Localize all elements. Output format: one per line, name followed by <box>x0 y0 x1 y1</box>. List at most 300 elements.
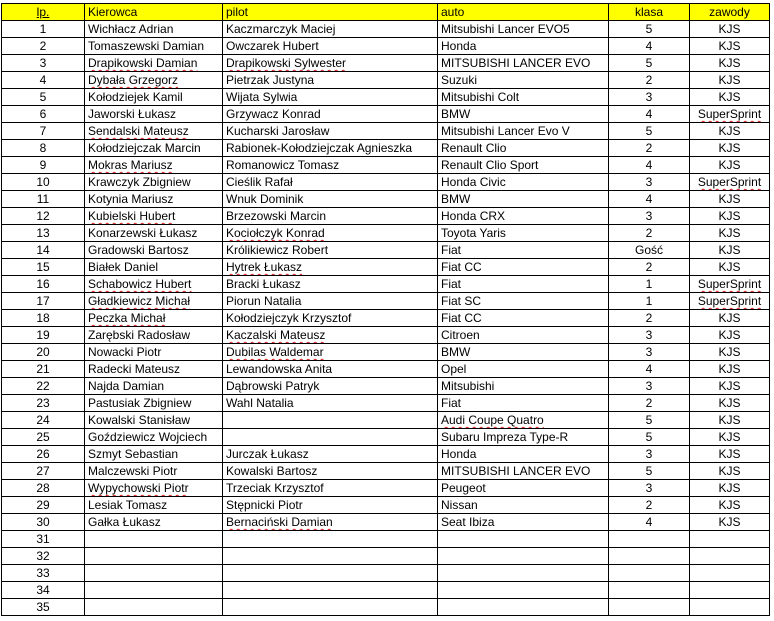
cell-lp-text: 30 <box>36 515 50 529</box>
cell-klasa[interactable] <box>609 310 690 327</box>
cell-lp-text: 28 <box>36 481 50 495</box>
cell-pilot[interactable] <box>223 191 438 208</box>
cell-zawody[interactable] <box>690 38 770 55</box>
cell-kierowca[interactable] <box>85 157 223 174</box>
cell-lp[interactable] <box>2 140 85 157</box>
table-row <box>2 310 770 327</box>
cell-klasa[interactable] <box>609 21 690 38</box>
cell-zawody-text: KJS <box>718 311 741 325</box>
cell-auto-text: BMW <box>441 345 471 359</box>
cell-zawody-text: KJS <box>718 56 741 70</box>
cell-lp[interactable] <box>2 565 85 582</box>
cell-auto[interactable] <box>438 463 609 480</box>
cell-pilot-text: Bracki Łukasz <box>226 277 301 291</box>
cell-lp[interactable] <box>2 225 85 242</box>
cell-kierowca-text: Kołodziejek Kamil <box>88 90 183 104</box>
cell-zawody[interactable] <box>690 157 770 174</box>
cell-zawody[interactable] <box>690 225 770 242</box>
cell-pilot[interactable] <box>223 412 438 429</box>
cell-zawody[interactable] <box>690 497 770 514</box>
cell-pilot[interactable] <box>223 463 438 480</box>
cell-zawody[interactable] <box>690 378 770 395</box>
header-klasa[interactable]: klasa <box>609 4 690 21</box>
cell-zawody[interactable] <box>690 174 770 191</box>
header-zawody[interactable]: zawody <box>690 4 770 21</box>
cell-kierowca-text: Kołodziejczak Marcin <box>88 141 201 155</box>
header-lp[interactable] <box>2 4 85 21</box>
cell-klasa[interactable] <box>609 89 690 106</box>
cell-pilot-text: Bernaciński Damian <box>226 515 333 529</box>
cell-pilot[interactable] <box>223 38 438 55</box>
cell-pilot[interactable] <box>223 123 438 140</box>
cell-klasa[interactable] <box>609 463 690 480</box>
cell-auto[interactable] <box>438 123 609 140</box>
cell-auto[interactable] <box>438 157 609 174</box>
cell-auto-text: BMW <box>441 192 471 206</box>
cell-zawody[interactable] <box>690 242 770 259</box>
cell-klasa-text: 5 <box>645 124 653 138</box>
cell-zawody[interactable] <box>690 463 770 480</box>
cell-kierowca-text: Sendalski Mateusz <box>88 124 189 138</box>
cell-klasa-text: 3 <box>645 345 653 359</box>
cell-pilot[interactable] <box>223 259 438 276</box>
cell-pilot[interactable] <box>223 395 438 412</box>
cell-lp[interactable] <box>2 446 85 463</box>
cell-klasa[interactable] <box>609 242 690 259</box>
cell-zawody[interactable] <box>690 565 770 582</box>
cell-kierowca[interactable] <box>85 259 223 276</box>
cell-kierowca-text: Kowalski Stanisław <box>88 413 191 427</box>
cell-zawody-text: KJS <box>718 396 741 410</box>
cell-auto-text: Peugeot <box>441 481 486 495</box>
cell-lp[interactable] <box>2 378 85 395</box>
cell-kierowca[interactable] <box>85 446 223 463</box>
cell-zawody[interactable] <box>690 327 770 344</box>
cell-kierowca-text: Wichłacz Adrian <box>88 22 174 36</box>
cell-kierowca[interactable] <box>85 548 223 565</box>
cell-klasa[interactable] <box>609 446 690 463</box>
cell-auto[interactable] <box>438 412 609 429</box>
cell-pilot-text: Brzezowski Marcin <box>226 209 327 223</box>
cell-pilot[interactable] <box>223 310 438 327</box>
cell-zawody-text: SuperSprint <box>697 277 762 291</box>
cell-klasa[interactable] <box>609 123 690 140</box>
cell-pilot[interactable] <box>223 446 438 463</box>
cell-kierowca[interactable] <box>85 480 223 497</box>
cell-kierowca[interactable] <box>85 106 223 123</box>
cell-lp[interactable] <box>2 582 85 599</box>
cell-lp[interactable] <box>2 208 85 225</box>
cell-kierowca[interactable] <box>85 582 223 599</box>
cell-klasa[interactable] <box>609 378 690 395</box>
cell-lp-text: 32 <box>36 549 50 563</box>
cell-lp-text: 10 <box>36 175 50 189</box>
cell-klasa[interactable] <box>609 582 690 599</box>
cell-pilot[interactable] <box>223 565 438 582</box>
cell-pilot-text: Owczarek Hubert <box>226 39 319 53</box>
cell-pilot-text: Trzeciak Krzysztof <box>226 481 324 495</box>
cell-lp[interactable] <box>2 327 85 344</box>
cell-auto[interactable] <box>438 89 609 106</box>
cell-pilot[interactable] <box>223 480 438 497</box>
cell-lp[interactable] <box>2 55 85 72</box>
cell-kierowca[interactable] <box>85 55 223 72</box>
cell-pilot[interactable] <box>223 55 438 72</box>
cell-auto[interactable] <box>438 565 609 582</box>
cell-pilot[interactable] <box>223 293 438 310</box>
cell-auto[interactable] <box>438 327 609 344</box>
cell-auto[interactable] <box>438 55 609 72</box>
cell-zawody[interactable] <box>690 446 770 463</box>
cell-klasa[interactable] <box>609 497 690 514</box>
cell-auto[interactable] <box>438 106 609 123</box>
cell-klasa-text: 3 <box>645 90 653 104</box>
cell-lp[interactable] <box>2 480 85 497</box>
cell-klasa[interactable] <box>609 55 690 72</box>
cell-klasa[interactable] <box>609 174 690 191</box>
header-kierowca[interactable]: Kierowca <box>85 4 223 21</box>
cell-auto-text: Honda CRX <box>441 209 506 223</box>
cell-auto[interactable] <box>438 395 609 412</box>
cell-kierowca[interactable] <box>85 565 223 582</box>
cell-kierowca[interactable] <box>85 242 223 259</box>
cell-kierowca[interactable] <box>85 531 223 548</box>
cell-klasa[interactable] <box>609 276 690 293</box>
cell-pilot[interactable] <box>223 582 438 599</box>
cell-auto[interactable] <box>438 497 609 514</box>
cell-auto[interactable] <box>438 140 609 157</box>
cell-auto[interactable] <box>438 361 609 378</box>
cell-auto[interactable] <box>438 259 609 276</box>
cell-auto-text: Citroen <box>441 328 480 342</box>
cell-lp[interactable] <box>2 106 85 123</box>
cell-lp[interactable] <box>2 259 85 276</box>
drivers-table <box>1 3 770 616</box>
table-row <box>2 582 770 599</box>
cell-kierowca[interactable] <box>85 412 223 429</box>
cell-kierowca[interactable] <box>85 599 223 616</box>
cell-lp[interactable] <box>2 514 85 531</box>
cell-klasa[interactable] <box>609 599 690 616</box>
cell-auto-text: Mitsubishi Colt <box>441 90 520 104</box>
cell-zawody-text: SuperSprint <box>697 175 762 189</box>
header-auto[interactable]: auto <box>438 4 609 21</box>
cell-zawody[interactable] <box>690 140 770 157</box>
cell-pilot-text: Kaczalski Mateusz <box>226 328 326 342</box>
cell-zawody-text: KJS <box>718 260 741 274</box>
cell-auto[interactable] <box>438 310 609 327</box>
cell-lp[interactable] <box>2 38 85 55</box>
cell-zawody[interactable] <box>690 514 770 531</box>
cell-kierowca[interactable] <box>85 38 223 55</box>
cell-klasa[interactable] <box>609 157 690 174</box>
cell-klasa[interactable] <box>609 429 690 446</box>
cell-lp[interactable] <box>2 21 85 38</box>
cell-zawody[interactable] <box>690 89 770 106</box>
cell-auto[interactable] <box>438 208 609 225</box>
cell-klasa-text: 3 <box>645 481 653 495</box>
cell-zawody[interactable] <box>690 480 770 497</box>
cell-kierowca[interactable] <box>85 191 223 208</box>
cell-auto[interactable] <box>438 293 609 310</box>
cell-zawody[interactable] <box>690 72 770 89</box>
cell-kierowca[interactable] <box>85 208 223 225</box>
cell-auto[interactable] <box>438 225 609 242</box>
cell-lp-text: 21 <box>36 362 50 376</box>
table-row <box>2 72 770 89</box>
cell-zawody[interactable] <box>690 191 770 208</box>
cell-auto[interactable] <box>438 21 609 38</box>
cell-kierowca[interactable] <box>85 123 223 140</box>
cell-auto-text: Fiat SC <box>441 294 482 308</box>
cell-kierowca-text: Szmyt Sebastian <box>88 447 179 461</box>
cell-pilot[interactable] <box>223 361 438 378</box>
cell-klasa-text: 2 <box>645 498 653 512</box>
cell-kierowca-text: Goździewicz Wojciech <box>88 430 208 444</box>
cell-klasa[interactable] <box>609 548 690 565</box>
cell-zawody-text: KJS <box>718 39 741 53</box>
table-row <box>2 89 770 106</box>
cell-zawody-text: KJS <box>718 481 741 495</box>
cell-lp-text: 16 <box>36 277 50 291</box>
cell-lp-text: 23 <box>36 396 50 410</box>
cell-pilot-text: Piorun Natalia <box>226 294 302 308</box>
cell-klasa[interactable] <box>609 480 690 497</box>
cell-kierowca-text: Gradowski Bartosz <box>88 243 189 257</box>
cell-auto[interactable] <box>438 378 609 395</box>
cell-lp[interactable] <box>2 497 85 514</box>
cell-lp[interactable] <box>2 242 85 259</box>
cell-auto[interactable] <box>438 548 609 565</box>
cell-lp[interactable] <box>2 276 85 293</box>
cell-pilot[interactable] <box>223 344 438 361</box>
cell-pilot[interactable] <box>223 140 438 157</box>
cell-pilot-text: Lewandowska Anita <box>226 362 333 376</box>
cell-kierowca[interactable] <box>85 327 223 344</box>
cell-zawody[interactable] <box>690 429 770 446</box>
table-row <box>2 242 770 259</box>
cell-klasa[interactable] <box>609 412 690 429</box>
cell-klasa[interactable] <box>609 208 690 225</box>
cell-zawody[interactable] <box>690 208 770 225</box>
cell-auto-text: Fiat <box>441 243 462 257</box>
cell-lp[interactable] <box>2 531 85 548</box>
cell-lp[interactable] <box>2 395 85 412</box>
cell-auto[interactable] <box>438 514 609 531</box>
cell-lp[interactable] <box>2 157 85 174</box>
table-row <box>2 412 770 429</box>
cell-pilot[interactable] <box>223 106 438 123</box>
table-row <box>2 225 770 242</box>
cell-auto[interactable] <box>438 599 609 616</box>
cell-lp-text: 7 <box>39 124 47 138</box>
cell-lp[interactable] <box>2 599 85 616</box>
cell-zawody[interactable] <box>690 344 770 361</box>
cell-klasa[interactable] <box>609 531 690 548</box>
cell-zawody[interactable] <box>690 582 770 599</box>
cell-lp[interactable] <box>2 89 85 106</box>
cell-pilot[interactable] <box>223 327 438 344</box>
cell-pilot[interactable] <box>223 174 438 191</box>
cell-zawody[interactable] <box>690 106 770 123</box>
header-pilot[interactable]: pilot <box>223 4 438 21</box>
cell-auto[interactable] <box>438 531 609 548</box>
cell-auto[interactable] <box>438 446 609 463</box>
cell-kierowca-text: Białek Daniel <box>88 260 159 274</box>
cell-pilot[interactable] <box>223 514 438 531</box>
table-row <box>2 174 770 191</box>
cell-zawody[interactable] <box>690 412 770 429</box>
cell-kierowca[interactable] <box>85 276 223 293</box>
cell-auto[interactable] <box>438 276 609 293</box>
cell-zawody[interactable] <box>690 293 770 310</box>
cell-zawody[interactable] <box>690 123 770 140</box>
cell-pilot[interactable] <box>223 208 438 225</box>
cell-lp[interactable] <box>2 191 85 208</box>
cell-pilot-text: Kaczmarczyk Maciej <box>226 22 336 36</box>
cell-klasa[interactable] <box>609 361 690 378</box>
cell-auto[interactable] <box>438 191 609 208</box>
cell-zawody-text: KJS <box>718 226 741 240</box>
cell-klasa-text: 5 <box>645 430 653 444</box>
cell-zawody[interactable] <box>690 21 770 38</box>
cell-kierowca-text: Dybała Grzegorz <box>88 73 179 87</box>
cell-lp[interactable] <box>2 310 85 327</box>
cell-klasa[interactable] <box>609 514 690 531</box>
cell-auto[interactable] <box>438 38 609 55</box>
cell-pilot[interactable] <box>223 225 438 242</box>
cell-auto[interactable] <box>438 72 609 89</box>
cell-klasa[interactable] <box>609 344 690 361</box>
cell-kierowca-text: Mokras Mariusz <box>88 158 173 172</box>
cell-zawody-text: KJS <box>718 515 741 529</box>
cell-kierowca[interactable] <box>85 463 223 480</box>
cell-kierowca[interactable] <box>85 310 223 327</box>
cell-zawody[interactable] <box>690 395 770 412</box>
cell-lp[interactable] <box>2 123 85 140</box>
cell-auto[interactable] <box>438 242 609 259</box>
cell-kierowca[interactable] <box>85 429 223 446</box>
cell-zawody[interactable] <box>690 531 770 548</box>
cell-pilot[interactable] <box>223 497 438 514</box>
cell-pilot[interactable] <box>223 89 438 106</box>
cell-lp[interactable] <box>2 412 85 429</box>
cell-kierowca[interactable] <box>85 21 223 38</box>
cell-auto[interactable] <box>438 429 609 446</box>
table-row <box>2 497 770 514</box>
cell-lp[interactable] <box>2 463 85 480</box>
cell-kierowca[interactable] <box>85 514 223 531</box>
cell-klasa[interactable] <box>609 72 690 89</box>
cell-pilot[interactable] <box>223 276 438 293</box>
cell-pilot[interactable] <box>223 531 438 548</box>
cell-kierowca-text: Najda Damian <box>88 379 165 393</box>
table-row <box>2 463 770 480</box>
cell-zawody[interactable] <box>690 361 770 378</box>
cell-klasa[interactable] <box>609 38 690 55</box>
cell-klasa[interactable] <box>609 259 690 276</box>
cell-zawody[interactable] <box>690 55 770 72</box>
cell-kierowca[interactable] <box>85 378 223 395</box>
cell-lp[interactable] <box>2 174 85 191</box>
header-lp-label: lp. <box>36 5 50 19</box>
cell-kierowca[interactable] <box>85 225 223 242</box>
cell-pilot[interactable] <box>223 378 438 395</box>
cell-lp-text: 15 <box>36 260 50 274</box>
table-row <box>2 276 770 293</box>
cell-pilot[interactable] <box>223 429 438 446</box>
cell-lp-text: 26 <box>36 447 50 461</box>
cell-lp[interactable] <box>2 72 85 89</box>
cell-pilot[interactable] <box>223 242 438 259</box>
cell-pilot[interactable] <box>223 72 438 89</box>
cell-klasa-text: 4 <box>645 515 653 529</box>
cell-pilot-text: Drapikowski Sylwester <box>226 56 347 70</box>
cell-pilot[interactable] <box>223 599 438 616</box>
cell-zawody-text: KJS <box>718 345 741 359</box>
cell-pilot-text: Grzywacz Konrad <box>226 107 321 121</box>
cell-auto-text: Suzuki <box>441 73 478 87</box>
table-row <box>2 140 770 157</box>
cell-kierowca-text: Kubielski Hubert <box>88 209 176 223</box>
cell-lp[interactable] <box>2 548 85 565</box>
cell-kierowca[interactable] <box>85 344 223 361</box>
cell-kierowca[interactable] <box>85 89 223 106</box>
cell-auto[interactable] <box>438 174 609 191</box>
cell-klasa[interactable] <box>609 191 690 208</box>
cell-zawody[interactable] <box>690 310 770 327</box>
cell-zawody[interactable] <box>690 599 770 616</box>
cell-kierowca[interactable] <box>85 395 223 412</box>
table-row <box>2 514 770 531</box>
cell-kierowca[interactable] <box>85 361 223 378</box>
cell-zawody[interactable] <box>690 259 770 276</box>
cell-auto[interactable] <box>438 582 609 599</box>
cell-lp[interactable] <box>2 361 85 378</box>
cell-klasa[interactable] <box>609 293 690 310</box>
cell-auto[interactable] <box>438 344 609 361</box>
cell-pilot[interactable] <box>223 157 438 174</box>
cell-auto[interactable] <box>438 480 609 497</box>
cell-klasa[interactable] <box>609 565 690 582</box>
cell-pilot[interactable] <box>223 21 438 38</box>
cell-klasa[interactable] <box>609 225 690 242</box>
cell-pilot-text: Kołodziejczyk Krzysztof <box>226 311 352 325</box>
cell-kierowca[interactable] <box>85 293 223 310</box>
cell-klasa-text: 2 <box>645 311 653 325</box>
cell-klasa[interactable] <box>609 395 690 412</box>
header-row <box>2 4 770 21</box>
cell-pilot-text: Wijata Sylwia <box>226 90 298 104</box>
cell-klasa[interactable] <box>609 106 690 123</box>
cell-lp[interactable] <box>2 344 85 361</box>
cell-klasa[interactable] <box>609 327 690 344</box>
cell-lp[interactable] <box>2 429 85 446</box>
cell-kierowca[interactable] <box>85 174 223 191</box>
cell-zawody[interactable] <box>690 276 770 293</box>
cell-klasa-text: 5 <box>645 56 653 70</box>
cell-kierowca[interactable] <box>85 72 223 89</box>
cell-klasa[interactable] <box>609 140 690 157</box>
cell-pilot[interactable] <box>223 548 438 565</box>
cell-lp-text: 5 <box>39 90 47 104</box>
cell-kierowca[interactable] <box>85 140 223 157</box>
cell-kierowca[interactable] <box>85 497 223 514</box>
table-row <box>2 157 770 174</box>
cell-zawody[interactable] <box>690 548 770 565</box>
cell-auto-text: Honda Civic <box>441 175 506 189</box>
cell-lp[interactable] <box>2 293 85 310</box>
